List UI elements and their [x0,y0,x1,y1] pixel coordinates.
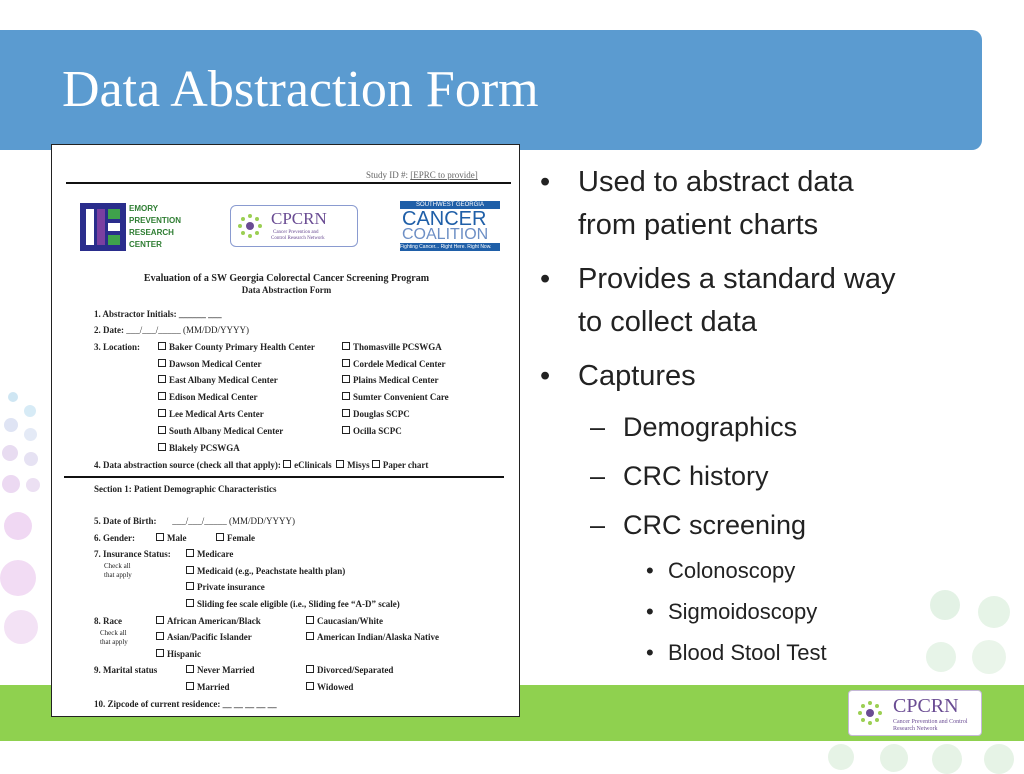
study-id: Study ID #: [EPRC to provide] [366,170,478,180]
bullet-1-line-2: from patient charts [578,209,819,241]
checkbox [158,375,166,383]
header-rule [66,182,511,184]
checkbox [342,359,350,367]
dash-marker: – [590,510,606,540]
sub-sub-bullet-colonoscopy: Colonoscopy [668,558,796,583]
bullet-marker: • [646,599,654,624]
section1-heading: Section 1: Patient Demographic Characteristics [94,484,277,494]
q3-label: 3. Location: [94,342,140,352]
checkbox [342,342,350,350]
footer-logo-subtitle: Cancer Prevention and Control Research Network [893,719,968,732]
q8-note: Check all [100,629,127,637]
q7-note: Check all [104,562,131,570]
checkbox [158,342,166,350]
bullet-marker: • [646,558,654,583]
q9-label: 9. Marital status [94,665,158,675]
sub-sub-bullet-blood-stool-test: Blood Stool Test [668,640,827,665]
q7-label: 7. Insurance Status: [94,549,171,559]
bullet-marker: • [646,640,654,665]
bullet-2-line-1: Provides a standard way [578,263,896,295]
checkbox [158,392,166,400]
cpcrn-logo: CPCRN Cancer Prevention and Control Research Network [230,205,358,247]
q6-label: 6. Gender: [94,533,135,543]
bullet-marker: • [540,263,551,295]
checkbox [342,392,350,400]
q6-option-female: Female [216,533,255,544]
checkbox [342,409,350,417]
dash-marker: – [590,461,606,491]
form-subtitle: Data Abstraction Form [241,285,332,295]
sub-bullet-crc-screening: CRC screening [623,510,807,540]
q8-label: 8. Race [94,616,122,626]
sub-sub-bullet-sigmoidoscopy: Sigmoidoscopy [668,599,818,624]
checkbox [158,359,166,367]
sub-bullet-demographics: Demographics [623,412,798,442]
slide-title: Data Abstraction Form [62,61,539,118]
q10: 10. Zipcode of current residence: __ __ __ __ __ [94,699,277,709]
form-title: Evaluation of a SW Georgia Colorectal Cancer Screening Program [143,273,430,284]
sub-bullet-crc-history: CRC history [623,461,769,491]
footer-cpcrn-logo [848,690,982,736]
checkbox [342,375,350,383]
checkbox [158,443,166,451]
footer-logo-name: CPCRN [893,695,959,717]
bullet-marker: • [540,166,551,198]
bullet-marker: • [540,360,551,392]
q4: 4. Data abstraction source (check all that apply): eClinicals Misys Paper chart [94,460,429,470]
checkbox [158,426,166,434]
q6-option-male: Male [156,533,187,544]
q5: 5. Date of Birth: ___/___/_____ (MM/DD/YYYY) [94,516,295,526]
q1: 1. Abstractor Initials: ______ ___ [94,309,222,319]
section-rule [64,476,504,478]
checkbox [342,426,350,434]
checkbox [158,409,166,417]
bullet-1-line-1: Used to abstract data [578,166,854,198]
q2: 2. Date: ___/___/_____ (MM/DD/YYYY) [94,325,249,335]
sunburst-icon [857,700,883,726]
dash-marker: – [590,412,606,442]
form-document-image: Study ID #: [EPRC to provide] EMORY PREVENTION RESEARCH CENTER CPCRN Cancer Prevention and Control Research Network SOUTHWEST GEORGIA CANCER COALITION Fighting Cancer... Right Here. Right Now. Evaluation of a SW Georgia Colorectal Cancer Screening Program Data Abstraction Form 1. Abstractor Initials: ______ ___ 2. Date: ___/___/_____ (MM/DD/YYYY) 3. Location: Baker County Primary Health Center Dawson Medical Center East Albany Medical Center Edison Medical Center Lee Medical Arts Center South Albany Medical Center Blakely PCSWGA Thomasville PCSWGA Cordele Medical Center Plains Medical Center Sumter Convenient Care Douglas SCPC Ocilla SCPC 4. Data abstraction source (check all that apply): eClinicals Misys Paper chart Section 1: Patient Demographic Characteristics 5. Date of Birth: ___/___/_____ (MM/DD/YYYY) 6. Gender: Male Female 7. Insurance Status: Check all that apply Medicare Medicaid (e.g., Peachstate health plan) Private insurance Sliding fee scale eligible (i.e., Sliding fee “A-D” scale) 8. Race Check all that apply African American/Black Asian/Pacific Islander Hispanic Caucasian/White American Indian/Alaska Native 9. Marital status Never Married Married Divorced/Separated Widowed 10. Zipcode of current residence: __ __ __ __ __ [51,144,520,717]
cancer-coalition-logo: SOUTHWEST GEORGIA CANCER COALITION Fighting Cancer... Right Here. Right Now. [400,201,500,251]
bullet-3: Captures [578,360,696,392]
bullet-2-line-2: to collect data [578,306,757,338]
sunburst-icon [237,213,263,239]
